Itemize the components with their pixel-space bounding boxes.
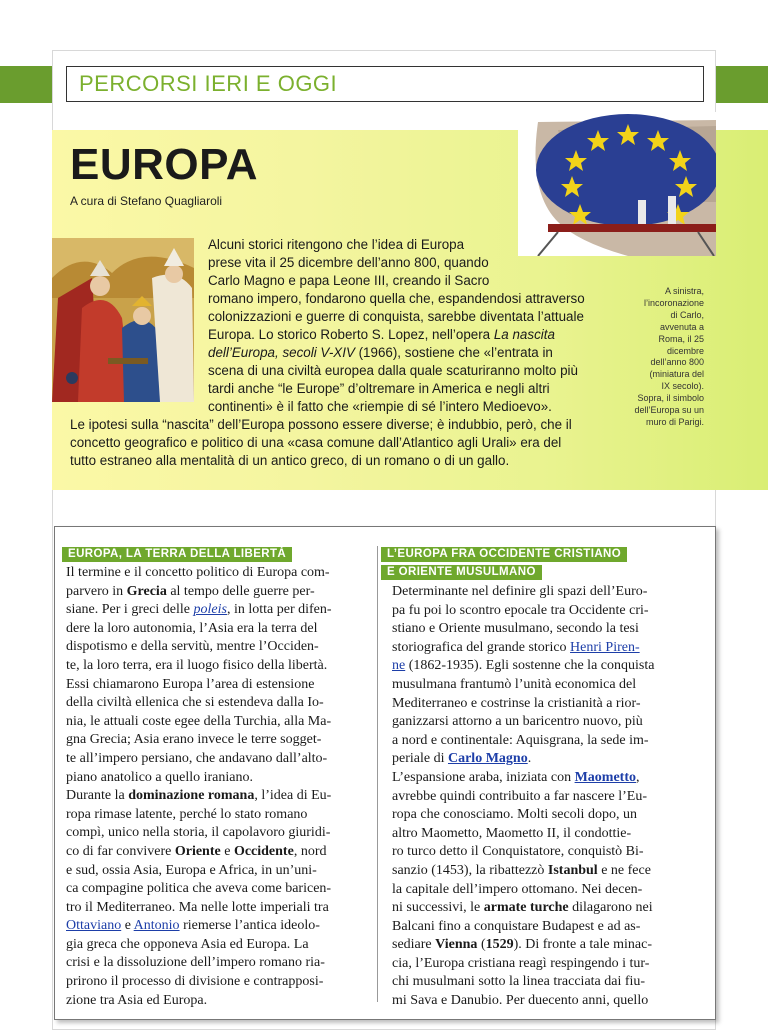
intro-line: dell’Europa, secoli V-XIV (1966), sostiene che «l’entrata in <box>208 345 553 360</box>
book-title: dell’Europa, secoli V-XIV <box>208 345 355 360</box>
page-title: EUROPA <box>70 140 258 189</box>
keyword: 1529 <box>485 937 514 953</box>
book-title: La nascita <box>493 327 555 342</box>
intro-line: continenti» è il fatto che «riempie di sé l’intero Medioevo». <box>208 399 552 414</box>
intro-line: Carlo Magno e papa Leone III, creando il Sacro <box>208 273 490 288</box>
link-pirenne[interactable]: ne <box>392 658 406 674</box>
intro-line: tutto estraneo alla mentalità di un antico greco, di un romano o di un gallo. <box>70 453 510 468</box>
keyword: Grecia <box>126 583 167 599</box>
link-carlo-magno[interactable]: Carlo Magno <box>447 751 528 767</box>
intro-line: colonizzazioni e guerre di conquista, sarebbe diventata l’attuale <box>208 309 584 324</box>
right-column-heading: L’EUROPA FRA OCCIDENTE CRISTIANO <box>381 547 627 562</box>
keyword: Vienna <box>435 937 478 953</box>
keyword: Occidente <box>233 843 294 859</box>
intro-line: Europa. Lo storico Roberto S. Lopez, nell’opera La nascita <box>208 327 555 342</box>
link-maometto[interactable]: Maometto <box>574 769 636 785</box>
column-divider <box>377 546 378 1002</box>
intro-line: tardi anche “le Europe” d’oltremare in America e negli altri <box>208 381 550 396</box>
coronation-miniature-image <box>52 238 194 402</box>
section-title: PERCORSI IERI E OGGI <box>79 71 338 96</box>
intro-paragraph <box>208 236 585 416</box>
link-poleis[interactable]: poleis <box>193 602 227 618</box>
keyword: armate turche <box>483 900 569 916</box>
decorative-band-left <box>0 66 52 103</box>
keyword: Oriente <box>174 843 221 859</box>
keyword: dominazione romana <box>128 788 255 804</box>
image-caption: A sinistra, l’incoronazione di Carlo, avvenuta a Roma, il 25 dicembre dell’anno 800 (miniatura del IX secolo). Sopra, il simbolo dell’Europa su un muro di Parigi. <box>634 286 704 427</box>
intro-paragraph-2 <box>70 416 572 470</box>
intro-line: scena di una civiltà europea dalla quale scaturiranno molto più <box>208 363 578 378</box>
right-column-heading-line2: E ORIENTE MUSULMANO <box>381 565 542 580</box>
link-antonio[interactable]: Antonio <box>133 918 180 934</box>
intro-line: romano impero, fondarono quella che, espandendosi attraverso <box>208 291 585 306</box>
right-column-text: Determinante nel definire gli spazi dell’Euro- pa fu poi lo scontro epocale tra Occidente cri- stiano e Oriente musulmano, secondo la tesi storiografica del grande storico Henri Piren- ne (1862-1935). Egli sostenne che la conquista musulmana frantumò l’unità economica del Mediterraneo e costrinse la cristianità a rior- ganizzarsi attorno a un baricentro nuovo, più a nord e continentale: Aquisgrana, la sede im- periale di Carlo Magno. L’espansione araba, iniziata con Maometto, avrebbe quindi contribuito a far nascere l’Eu- ropa che conosciamo. Molti secoli dopo, un altro Maometto, Maometto II, il condottie- ro turco detto il Conquistatore, conquistò Bi- sanzio (1453), la ribattezzò Istanbul e ne fece la capitale dell’impero ottomano. Nei decen- ni successivi, le armate turche dilagarono nei Balcani fino a conquistare Budapest e ad as- sediare Vienna (1529). Di fronte a tale minac- cia, l’Europa cristiana reagì respingendo i tur- chi musulmani sotto la linea tracciata dai fiu- mi Sava e Danubio. Per duecento anni, quello <box>392 584 655 1009</box>
author-line: A cura di Stefano Quagliaroli <box>70 194 223 208</box>
keyword: Istanbul <box>547 862 598 878</box>
section-header <box>66 66 704 102</box>
link-pirenne[interactable]: Henri Piren- <box>570 639 640 655</box>
europe-flag-mural-image <box>518 112 716 256</box>
decorative-band-right <box>716 66 768 103</box>
intro-line: prese vita il 25 dicembre dell’anno 800, quando <box>208 255 489 270</box>
intro-line: Le ipotesi sulla “nascita” dell’Europa possono essere diverse; è indubbio, però, che il <box>70 417 572 432</box>
intro-line: concetto geografico e politico di una «casa comune dall’Atlantico agli Urali» era del <box>70 435 562 450</box>
intro-line: Alcuni storici ritengono che l’idea di Europa <box>208 237 465 252</box>
left-column-text: Il termine e il concetto politico di Europa com- parvero in Grecia al tempo delle guerre per- siane. Per i greci delle poleis, in lotta per difen- dere la loro autonomia, l’Asia era la terra del dispotismo e della servitù, mentre l’Occiden- te, la loro terra, era il luogo fisico della libertà. Essi chiamarono Europa l’area di estensione della civiltà ellenica che si estendeva dalla Io- nia, le attuali coste egee della Turchia, alla Ma- gna Grecia; Asia erano invece le terre sogget- te all’impero persiano, che andavano dall’alto- piano anatolico a quello iraniano. Durante la dominazione romana, l’idea di Eu- ropa rimase latente, perché lo stato romano compì, unico nella storia, il capolavoro giuridi- co di far convivere Oriente e Occidente, nord e sud, ossia Asia, Europa e Africa, in un’uni- ca compagine politica che aveva come baricen- tro il Mediterraneo. Ma nelle lotte imperiali tra Ottaviano e Antonio riemerse l’antica ideolo- gia greca che opponeva Asia ed Europa. La crisi e la dissoluzione dell’impero romano ria- prirono il processo di divisione e contrapposi- zione tra Asia ed Europa. <box>66 565 332 1008</box>
link-ottaviano[interactable]: Ottaviano <box>66 918 122 934</box>
left-column-heading: EUROPA, LA TERRA DELLA LIBERTÀ <box>62 547 292 562</box>
